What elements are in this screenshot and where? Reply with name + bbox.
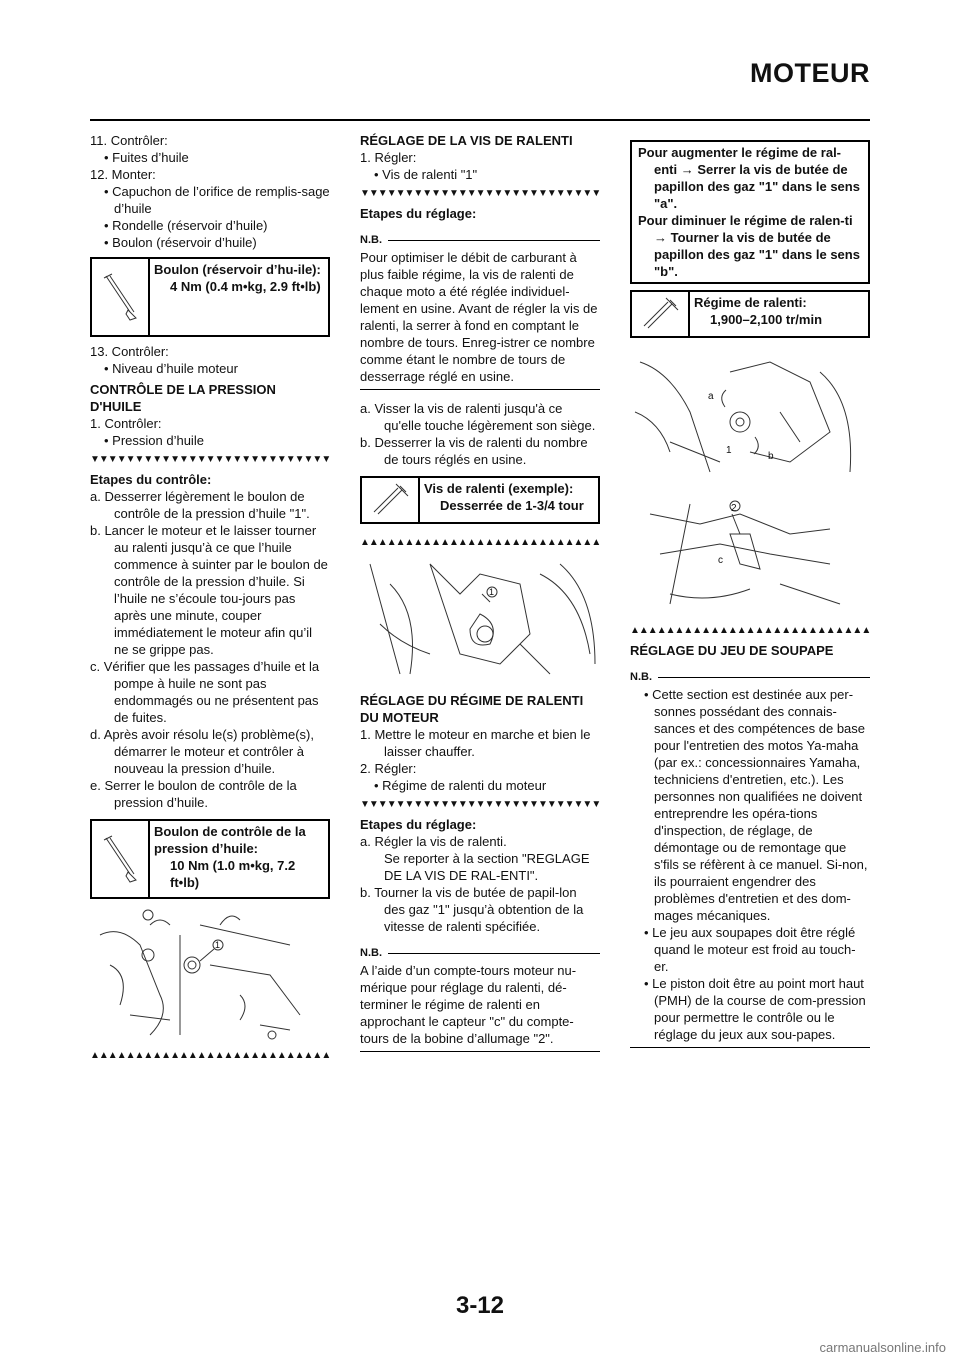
speed-step-2-item: • Régime de ralenti du moteur [374, 778, 547, 793]
steps-end-marker: ▲▲▲▲▲▲▲▲▲▲▲▲▲▲▲▲▲▲▲▲▲▲▲▲▲▲▲ [630, 626, 870, 636]
step-12-item-a: • Capuchon de l’orifice de remplis-sage d’huile [104, 184, 330, 216]
steps-title: Etapes du contrôle: [90, 472, 212, 487]
step-a: a. Desserrer légèrement le boulon de contrôle de la pression d’huile "1". [90, 489, 310, 521]
step-b: b. Tourner la vis de butée de papil-lon des gaz "1" jusqu’à obtention de la vitesse de ralenti spécifiée. [360, 885, 584, 934]
check-step-1-item: • Pression d’huile [104, 433, 204, 448]
callout-label-c: c [718, 555, 723, 566]
callout-label-2: 2 [731, 503, 737, 514]
decrease-idle-text: Pour diminuer le régime de ralen-ti → Tourner la vis de butée de papillon des gaz "1" dans le sens "b". [638, 213, 860, 279]
step-b: b. Desserrer la vis de ralenti du nombre de tours réglés en usine. [360, 435, 588, 467]
step-a: a. Visser la vis de ralenti jusqu'à ce qu'elle touche légèrement son siège. [360, 401, 596, 433]
steps-title: Etapes du réglage: [360, 206, 477, 221]
steps-title: Etapes du réglage: [360, 817, 477, 832]
callout-label-1: 1 [726, 445, 732, 456]
step-d: d. Après avoir résolu le(s) problème(s), démarrer le moteur et contrôler à nouveau la pression d’huile. [90, 727, 314, 776]
watermark-link[interactable]: carmanualsonline.info [819, 1340, 946, 1355]
steps-start-marker: ▼▼▼▼▼▼▼▼▼▼▼▼▼▼▼▼▼▼▼▼▼▼▼▼▼▼▼ [360, 189, 600, 199]
speed-step-1: 1. Mettre le moteur en marche et bien le laisser chauffer. [360, 727, 591, 759]
note-bullet-3: • Le piston doit être au point mort haut (PMH) de la course de com-pression pour permettre le contrôle ou le réglage du jeux aux sou-papes. [644, 976, 866, 1042]
page-title: MOTEUR [750, 58, 870, 88]
section-heading-idle-speed: RÉGLAGE DU RÉGIME DE RALENTI DU MOTEUR [360, 693, 584, 725]
page-number: 3-12 [455, 1292, 505, 1319]
step-11: 11. Contrôler: [90, 133, 168, 148]
torque-box-oil-pressure [90, 819, 330, 899]
note-bullet-2: • Le jeu aux soupapes doit être réglé quand le moteur est froid au touch-er. [644, 925, 856, 974]
step-e: e. Serrer le boulon de contrôle de la pression d’huile. [90, 778, 297, 810]
column-2 [360, 132, 600, 1052]
column-1 [90, 132, 330, 1067]
note-label: N.B. [360, 947, 382, 959]
callout-label-a: a [708, 391, 714, 402]
step-c: c. Vérifier que les passages d’huile et la pompe à huile ne sont pas endommagés ou ne présentent pas de fuites. [90, 659, 320, 725]
oil-pressure-bolt-figure [90, 905, 330, 1045]
throttle-stop-screw-figure [630, 352, 870, 482]
spec-box-idle-screw [360, 476, 600, 524]
spec-box-title: Régime de ralenti: [694, 295, 807, 310]
spec-box-title: Vis de ralenti (exemple): [424, 481, 574, 496]
section-heading-idle-screw: RÉGLAGE DE LA VIS DE RALENTI [360, 133, 573, 148]
idle-screw-figure [360, 554, 600, 682]
note-block [360, 945, 600, 1052]
step-12-item-b: • Rondelle (réservoir d’huile) [104, 218, 268, 233]
spec-box-value: Desserrée de 1-3/4 tour [440, 498, 584, 513]
instruction-box [630, 140, 870, 284]
step-12-item-c: • Boulon (réservoir d’huile) [104, 235, 257, 250]
step-a-ref: Se reporter à la section "REGLAGE DE LA VIS DE RAL-ENTI". [384, 851, 590, 883]
note-block [630, 669, 870, 1048]
screwdriver-icon [362, 478, 420, 522]
step-11-item: • Fuites d’huile [104, 150, 189, 165]
spec-box-value: 1,900–2,100 tr/min [710, 312, 823, 327]
note-block [360, 232, 600, 390]
note-text: Pour optimiser le débit de carburant à plus faible régime, la vis de ralenti de chaque moto a été réglée individuel-lement en usine. Avant de régler la vis de ralenti, la serrer à fond en comptant le nombre de tours. Enreg-istrer ce nombre comme étant le nombre de tours de desserrage réglé en usine. [360, 250, 598, 384]
steps-end-marker: ▲▲▲▲▲▲▲▲▲▲▲▲▲▲▲▲▲▲▲▲▲▲▲▲▲▲▲ [360, 538, 600, 548]
torque-wrench-icon [92, 259, 150, 335]
steps-end-marker: ▲▲▲▲▲▲▲▲▲▲▲▲▲▲▲▲▲▲▲▲▲▲▲▲▲▲▲ [90, 1051, 330, 1061]
note-text: A l’aide d’un compte-tours moteur nu-mérique pour réglage du ralenti, dé-terminer le régime de ralenti en approchant le capteur "c" du compte-tours de la bobine d’allumage "2". [360, 963, 577, 1046]
torque-box-title: Boulon (réservoir d’hu-ile): [154, 262, 321, 277]
increase-idle-text: Pour augmenter le régime de ral-enti → Serrer la vis de butée de papillon des gaz "1" dans le sens "a". [638, 145, 860, 211]
callout-label: 1 [489, 587, 495, 597]
screwdriver-icon [632, 292, 690, 336]
callout-label: 1 [215, 940, 221, 950]
step-12: 12. Monter: [90, 167, 156, 182]
callout-label-b: b [768, 451, 774, 462]
adjust-step-1: 1. Régler: [360, 150, 417, 165]
header-rule [90, 119, 870, 121]
torque-box-value: 4 Nm (0.4 m•kg, 2.9 ft•lb) [170, 279, 321, 294]
spec-box-idle-speed [630, 290, 870, 338]
tachometer-pickup-figure [630, 494, 870, 612]
steps-start-marker: ▼▼▼▼▼▼▼▼▼▼▼▼▼▼▼▼▼▼▼▼▼▼▼▼▼▼▼ [90, 455, 330, 465]
torque-wrench-icon [92, 821, 150, 897]
torque-box-oil-tank [90, 257, 330, 337]
step-13-item: • Niveau d’huile moteur [104, 361, 238, 376]
note-label: N.B. [360, 234, 382, 246]
torque-box-value: 10 Nm (1.0 m•kg, 7.2 ft•lb) [170, 858, 296, 890]
speed-step-2: 2. Régler: [360, 761, 417, 776]
steps-start-marker: ▼▼▼▼▼▼▼▼▼▼▼▼▼▼▼▼▼▼▼▼▼▼▼▼▼▼▼ [360, 800, 600, 810]
adjust-step-1-item: • Vis de ralenti "1" [374, 167, 478, 182]
torque-box-title: Boulon de contrôle de la pression d’huile: [154, 824, 306, 856]
section-heading-valve-clearance: RÉGLAGE DU JEU DE SOUPAPE [630, 643, 834, 658]
section-heading-oil-pressure: CONTRÔLE DE LA PRESSION D'HUILE [90, 382, 276, 414]
step-13: 13. Contrôler: [90, 344, 169, 359]
check-step-1: 1. Contrôler: [90, 416, 162, 431]
note-bullet-1: • Cette section est destinée aux per-sonnes possédant des connais-sances et des compétences de base pour l'entretien des motos Ya-maha (par ex.: concessionnaires Yamaha, techniciens d'entretien, etc.). Les personnes non qualifiées ne doivent entreprendre les opéra-tions d'inspection, de réglage, de démontage ou de remontage que s'fils se réfèrent à ce manuel. Si-non, ils pourraient engendrer des problèmes d'entretien et des dom-mages mécaniques. [644, 687, 868, 923]
note-label: N.B. [630, 671, 652, 683]
column-3 [630, 140, 870, 1048]
step-a: a. Régler la vis de ralenti. [360, 834, 507, 849]
step-b: b. Lancer le moteur et le laisser tourner au ralenti jusqu’à ce que l’huile commence à suinter par le boulon de contrôle de la pression d’huile. Si l’huile ne s’écoule tou-jours pas après une minute, couper immédiatement le moteur afin qu’il ne se grippe pas. [90, 523, 328, 657]
